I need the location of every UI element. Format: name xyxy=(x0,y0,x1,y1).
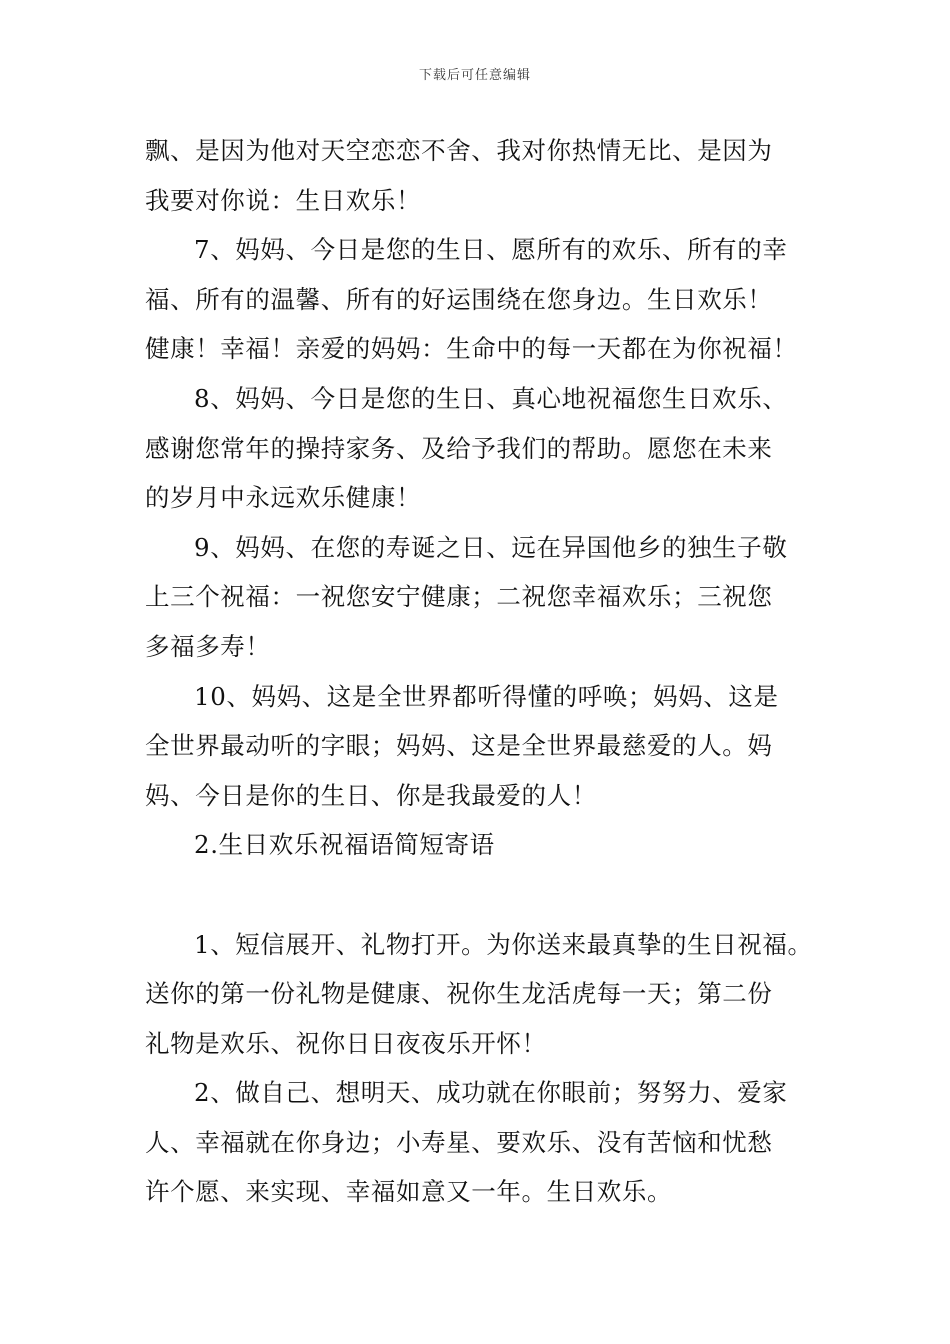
text-line: 2、做自己、想明天、成功就在你眼前；努努力、爱家 xyxy=(194,1078,788,1108)
text-line: 10、妈妈、这是全世界都听得懂的呼唤；妈妈、这是 xyxy=(194,681,779,711)
text-line: 上三个祝福：一祝您安宁健康；二祝您幸福欢乐；三祝您 xyxy=(145,582,773,612)
text-line: 礼物是欢乐、祝你日日夜夜乐开怀！ xyxy=(145,1028,547,1058)
text-line: 健康！幸福！亲爱的妈妈：生命中的每一天都在为你祝福！ xyxy=(145,334,798,364)
text-line: 我要对你说：生日欢乐！ xyxy=(145,185,422,215)
text-line: 飘、是因为他对天空恋恋不舍、我对你热情无比、是因为 xyxy=(145,136,773,165)
blank-line xyxy=(145,870,825,920)
text-line: 8、妈妈、今日是您的生日、真心地祝福您生日欢乐、 xyxy=(194,383,788,413)
page-header: 下载后可任意编辑 xyxy=(418,68,531,83)
text-line: 人、幸福就在你身边；小寿星、要欢乐、没有苦恼和忧愁 xyxy=(145,1127,773,1157)
text-line: 感谢您常年的操持家务、及给予我们的帮助。愿您在未来 xyxy=(145,433,773,463)
text-line: 许个愿、来实现、幸福如意又一年。生日欢乐。 xyxy=(145,1177,673,1207)
text-line: 全世界最动听的字眼；妈妈、这是全世界最慈爱的人。妈 xyxy=(145,731,773,761)
text-line: 7、妈妈、今日是您的生日、愿所有的欢乐、所有的幸 xyxy=(194,235,788,265)
text-line: 多福多寿！ xyxy=(145,631,271,661)
text-line: 9、妈妈、在您的寿诞之日、远在异国他乡的独生子敬 xyxy=(194,532,788,562)
document-body xyxy=(145,126,825,1217)
text-line: 妈、今日是你的生日、你是我最爱的人！ xyxy=(145,780,597,810)
section-heading: 2.生日欢乐祝福语简短寄语 xyxy=(194,830,495,860)
text-line: 福、所有的温馨、所有的好运围绕在您身边。生日欢乐！ xyxy=(145,284,773,314)
text-line: 送你的第一份礼物是健康、祝你生龙活虎每一天；第二份 xyxy=(145,979,773,1009)
text-line: 的岁月中永远欢乐健康！ xyxy=(145,483,422,513)
text-line: 1、短信展开、礼物打开。为你送来最真挚的生日祝福。 xyxy=(194,929,813,959)
